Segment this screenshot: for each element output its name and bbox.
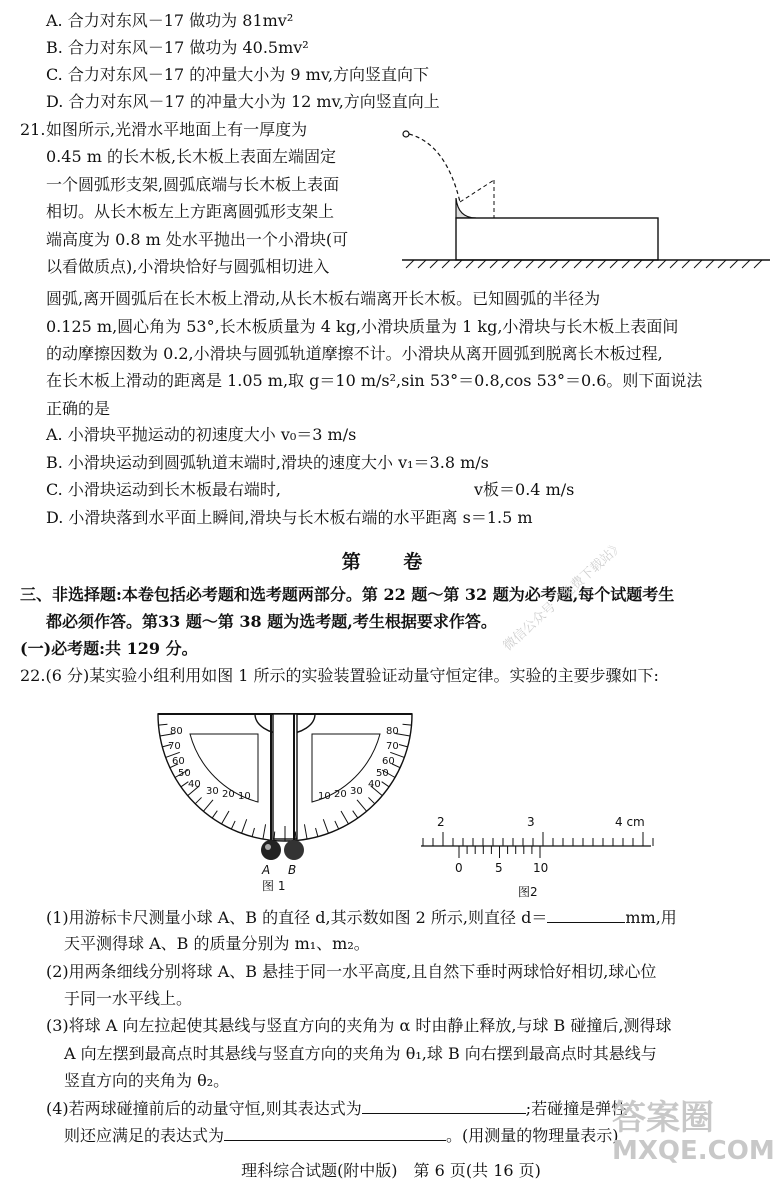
- main-scale-ticks: [423, 832, 653, 846]
- scale-label: 20: [222, 789, 235, 800]
- q22-step4: [46, 1097, 627, 1120]
- main-scale-label: 4 cm: [615, 815, 645, 829]
- prev-option-c: C. 合力对东风－17 的冲量大小为 9 mv,方向竖直向下: [46, 65, 430, 84]
- q22-step4-text: (4)若两球碰撞前后的动量守恒,则其表达式为: [46, 1099, 362, 1118]
- q21-option-c: C. 小滑块运动到长木板最右端时,: [46, 480, 281, 499]
- q21-option-d: D. 小滑块落到水平面上瞬间,滑块与长木板右端的水平距离 s＝1.5 m: [46, 508, 533, 527]
- prev-option-a: A. 合力对东风－17 做功为 81mv²: [46, 11, 294, 30]
- watermark-logo: 答案圈: [612, 1098, 714, 1138]
- section-title: 第 卷: [341, 551, 441, 573]
- q22-intro: 22.(6 分)某实验小组利用如图 1 所示的实验装置验证动量守恒定律。实验的主要步骤如下:: [20, 666, 659, 685]
- scale-label: 40: [188, 779, 201, 790]
- q21-line: 圆弧,离开圆弧后在长木板上滑动,从长木板右端离开长木板。已知圆弧的半径为: [46, 289, 601, 308]
- scale-label: 70: [168, 741, 181, 752]
- ball-a-label: A: [262, 863, 271, 877]
- answer-blank-momentum[interactable]: [362, 1097, 526, 1114]
- scale-label: 80: [170, 726, 183, 737]
- page-footer: 理科综合试题(附中版) 第 6 页(共 16 页): [241, 1161, 541, 1180]
- watermark-site: MXQE.COM: [612, 1136, 775, 1166]
- vernier-label: 5: [495, 861, 503, 875]
- prev-option-d: D. 合力对东风－17 的冲量大小为 12 mv,方向竖直向上: [46, 92, 440, 111]
- q22-step3-cont: A 向左摆到最高点时其悬线与竖直方向的夹角为 θ₁,球 B 向右摆到最高点时其悬线与: [64, 1044, 657, 1063]
- main-scale-label: 2: [437, 815, 445, 829]
- q21-line: 端高度为 0.8 m 处水平抛出一个小滑块(可: [46, 230, 349, 249]
- scale-label: 20: [334, 789, 347, 800]
- long-board: [456, 218, 658, 260]
- q22-step4-tail: ;若碰撞是弹性: [525, 1099, 628, 1118]
- figure-1-protractor: [150, 702, 420, 892]
- scale-label: 40: [368, 779, 381, 790]
- scale-label: 30: [206, 786, 219, 797]
- scale-label: 80: [386, 726, 399, 737]
- arc-support: [456, 198, 476, 218]
- q21-line: 相切。从长木板左上方距离圆弧形支架上: [46, 202, 335, 221]
- ball-a: [261, 840, 281, 860]
- q21-line: 在长木板上滑动的距离是 1.05 m,取 g＝10 m/s²,sin 53°＝0.8,cos 53°＝0.6。则下面说法: [46, 371, 703, 390]
- section3-line: 三、非选择题:本卷包括必考题和选考题两部分。第 22 题～第 32 题为必考题,每个试题考生: [20, 585, 675, 604]
- q21-line: 0.45 m 的长木板,长木板上表面左端固定: [46, 147, 337, 166]
- scale-label: 60: [172, 756, 185, 767]
- ball-b-label: B: [288, 863, 297, 877]
- q21-line: 正确的是: [46, 399, 111, 418]
- q21-line: 一个圆弧形支架,圆弧底端与长木板上表面: [46, 175, 340, 194]
- q22-step4-cont-tail: 。(用测量的物理量表示): [446, 1126, 619, 1145]
- scale-label: 50: [178, 768, 191, 779]
- trajectory-path: [409, 134, 460, 202]
- scale-label: 10: [238, 791, 251, 802]
- section3-subheading: (一)必考题:共 129 分。: [20, 639, 198, 658]
- answer-blank-elastic[interactable]: [224, 1124, 446, 1141]
- q22-step2: (2)用两条细线分别将球 A、B 悬挂于同一水平高度,且自然下垂时两球恰好相切,球心位: [46, 962, 657, 981]
- q21-number: 21.: [20, 120, 46, 139]
- prev-option-b: B. 合力对东风－17 做功为 40.5mv²: [46, 38, 309, 57]
- q22-step1-text: (1)用游标卡尺测量小球 A、B 的直径 d,其示数如图 2 所示,则直径 d＝: [46, 908, 548, 927]
- q22-step2-cont: 于同一水平线上。: [64, 989, 193, 1008]
- scale-label: 60: [382, 756, 395, 767]
- scale-label: 30: [350, 786, 363, 797]
- q22-step3-cont: 竖直方向的夹角为 θ₂。: [64, 1071, 230, 1090]
- q22-step1-unit: mm,用: [625, 908, 677, 927]
- figure-1-caption: 图 1: [262, 879, 286, 892]
- ball-b: [284, 840, 304, 860]
- scale-label: 50: [376, 768, 389, 779]
- q21-line: 0.125 m,圆心角为 53°,长木板质量为 4 kg,小滑块质量为 1 kg,小滑块与长木板上表面间: [46, 317, 679, 336]
- vernier-label: 10: [533, 861, 549, 875]
- q21-option-c-value: v板＝0.4 m/s: [474, 480, 575, 499]
- q21-option-b: B. 小滑块运动到圆弧轨道末端时,滑块的速度大小 v₁＝3.8 m/s: [46, 453, 489, 472]
- q22-step1: [46, 906, 677, 929]
- watermark-text: 微信公众号《免费下载站》: [500, 538, 627, 655]
- vernier-scale-ticks: [459, 846, 540, 858]
- figure-2-caption: 图2: [518, 885, 538, 899]
- q21-option-a: A. 小滑块平抛运动的初速度大小 v₀＝3 m/s: [46, 425, 357, 444]
- q22-step4-cont: [64, 1124, 619, 1147]
- answer-blank-d[interactable]: [547, 906, 625, 923]
- ground-hatch: [406, 260, 762, 268]
- vernier-label: 0: [455, 861, 463, 875]
- q22-step4-cont-text: 则还应满足的表达式为: [64, 1126, 225, 1145]
- main-scale-label: 3: [527, 815, 535, 829]
- figure-2-vernier: [415, 812, 655, 900]
- q21-line: 的动摩擦因数为 0.2,小滑块与圆弧轨道摩擦不计。小滑块从离开圆弧到脱离长木板过程,: [46, 344, 663, 363]
- section3-line: 都必须作答。第33 题～第 38 题为选考题,考生根据要求作答。: [46, 612, 497, 631]
- scale-label: 70: [386, 741, 399, 752]
- q21-figure: [398, 122, 772, 272]
- q22-step1-cont: 天平测得球 A、B 的质量分别为 m₁、m₂。: [64, 934, 370, 953]
- q21-line: 如图所示,光滑水平地面上有一厚度为: [46, 120, 308, 139]
- q22-step3: (3)将球 A 向左拉起使其悬线与竖直方向的夹角为 α 时由静止释放,与球 B 碰撞后,测得球: [46, 1016, 672, 1035]
- dashed-radius: [460, 180, 494, 202]
- q21-line: 以看做质点),小滑块恰好与圆弧相切进入: [46, 257, 330, 276]
- scale-label: 10: [318, 791, 331, 802]
- launch-point: [403, 131, 409, 137]
